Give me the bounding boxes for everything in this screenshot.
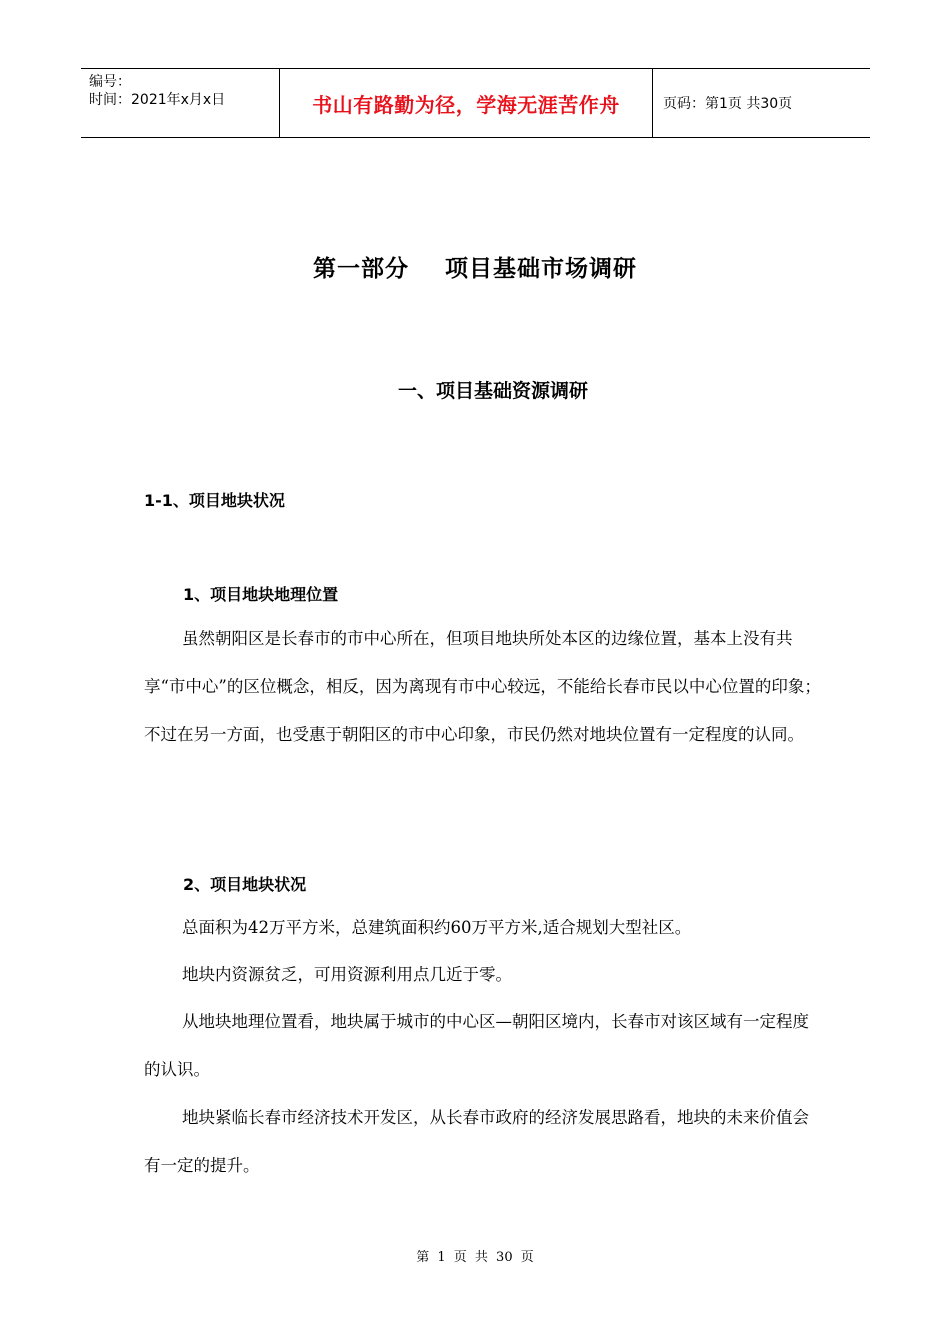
chapter-title: 一、项目基础资源调研 xyxy=(397,380,588,402)
part-title: 第一部分 项目基础市场调研 xyxy=(312,256,638,282)
document-number-label: 编号： xyxy=(89,74,131,90)
header-motto: 书山有路勤为径，学海无涯苦作舟 xyxy=(312,92,620,117)
subsection-1-paragraph: 虽然朝阳区是长春市的市中心所在，但项目地块所处本区的边缘位置，基本上没有共享“市中心”的区位概念，相反，因为离现有市中心较远，不能给长春市民以中心位置的印象；不过在另一方面，也受惠于朝阳区的市中心印象，市民仍然对地块位置有一定程度的认同。 xyxy=(144,629,821,744)
header-page-info: 页码：第1页 共30页 xyxy=(663,96,793,112)
subsection-2-title: 2、项目地块状况 xyxy=(183,875,307,894)
document-time-label: 时间：2021年x月x日 xyxy=(89,92,226,108)
subsection-2-paragraph-2: 地块内资源贫乏，可用资源利用点几近于零。 xyxy=(182,965,512,984)
page-header-table xyxy=(81,68,870,138)
header-page-cell xyxy=(653,69,870,137)
subsection-2-paragraph-3: 从地块地理位置看，地块属于城市的中心区—朝阳区境内，长春市对该区域有一定程度的认识。 xyxy=(144,1012,809,1079)
subsection-2-paragraph-4: 地块紧临长春市经济技术开发区，从长春市政府的经济发展思路看，地块的未来价值会有一定的提升。 xyxy=(144,1108,809,1175)
header-motto-cell xyxy=(280,69,653,137)
subsection-2-paragraph-1: 总面积为42万平方米，总建筑面积约60万平方米,适合规划大型社区。 xyxy=(182,918,692,937)
page-footer: 第 1 页 共 30 页 xyxy=(416,1250,534,1265)
subsection-1-title: 1、项目地块地理位置 xyxy=(183,585,339,604)
section-title: 1-1、项目地块状况 xyxy=(144,491,285,510)
header-meta-cell xyxy=(81,69,280,137)
